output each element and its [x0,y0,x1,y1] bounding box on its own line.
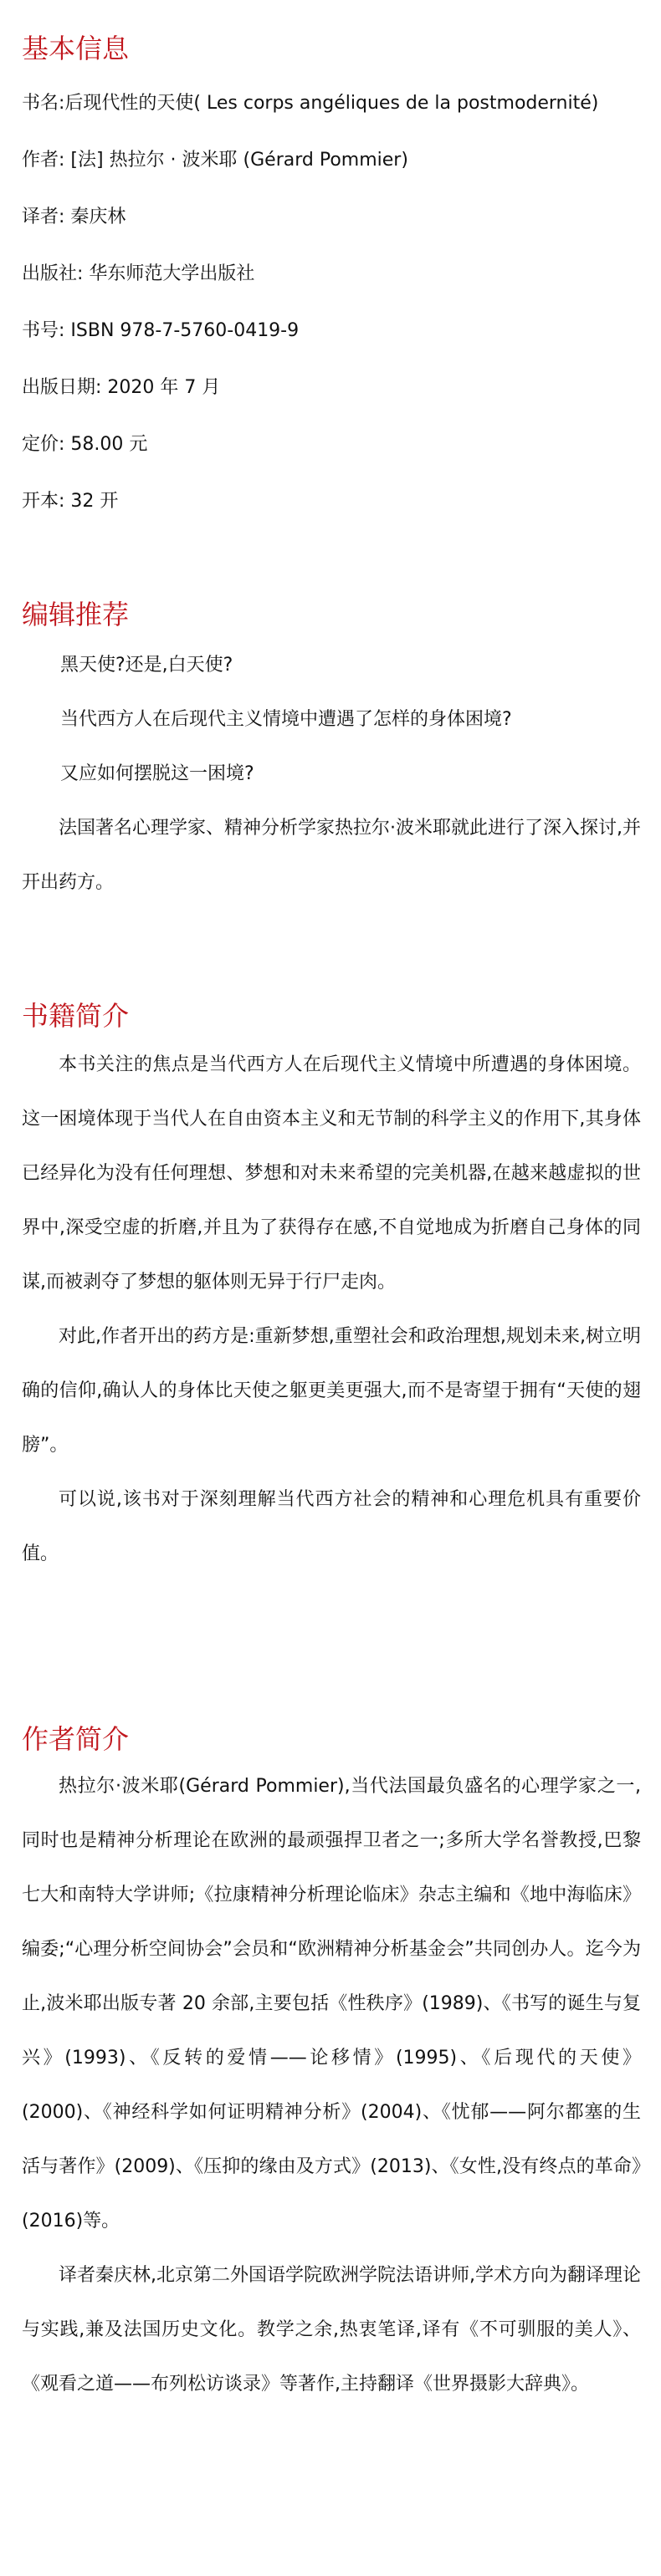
basic-info-section [22,32,641,530]
book-intro-section [22,999,641,1581]
info-row-publisher: 出版社: 华东师范大学出版社 [22,263,255,284]
info-row-date: 出版日期: 2020 年 7 月 [22,377,221,398]
intro-paragraph-1: 本书关注的焦点是当代西方人在后现代主义情境中所遭遇的身体困境。这一困境体现于当代人在自由资本主义和无节制的科学主义的作用下,其身体已经异化为没有任何理想、梦想和对未来希望的完美机器,在越来越虚拟的世界中,深受空虚的折磨,并且为了获得存在感,不自觉地成为折磨自己身体的同谋,而被剥夺了梦想的躯体则无异于行尸走肉。 [22,1054,641,1293]
editor-paragraph: 法国著名心理学家、精神分析学家热拉尔·波米耶就此进行了深入探讨,并开出药方。 [22,818,641,893]
info-row-price: 定价: 58.00 元 [22,434,148,455]
author-paragraph-1: 热拉尔·波米耶(Gérard Pommier),当代法国最负盛名的心理学家之一,同时也是精神分析理论在欧洲的最顽强捍卫者之一;多所大学名誉教授,巴黎七大和南特大学讲师;《拉康精神分析理论临床》杂志主编和《地中海临床》编委;“心理分析空间协会”会员和“欧洲精神分析基金会”共同创办人。迄今为止,波米耶出版专著 20 余部,主要包括《性秩序》(1989)、《书写的诞生与复兴》(1993)、《反转的爱情——论移情》(1995)、《后现代的天使》(2000)、《神经科学如何证明精神分析》(2004)、《忧郁——阿尔都塞的生活与著作》(2009)、《压抑的缘由及方式》(2013)、《女性,没有终点的革命》(2016)等。 [22,1776,641,2232]
info-row-title: 书名:后现代性的天使( Les corps angéliques de la postmodernité) [22,93,599,114]
info-row-author: 作者: [法] 热拉尔 · 波米耶 (Gérard Pommier) [22,150,408,171]
section-title-book-intro: 书籍简介 [22,1000,130,1032]
author-intro-section [22,1722,641,2411]
info-row-format: 开本: 32 开 [22,491,119,512]
section-title-author-intro: 作者简介 [22,1723,130,1755]
editor-question-2: 当代西方人在后现代主义情境中遭遇了怎样的身体困境? [60,709,512,730]
section-title-editor-recommendation: 编辑推荐 [22,599,130,630]
editor-question-1: 黑天使?还是,白天使? [60,655,233,676]
info-row-translator: 译者: 秦庆林 [22,207,126,227]
section-title-basic-info: 基本信息 [22,33,130,64]
info-row-isbn: 书号: ISBN 978-7-5760-0419-9 [22,320,300,341]
intro-paragraph-2: 对此,作者开出的药方是:重新梦想,重塑社会和政治理想,规划未来,树立明确的信仰,确认人的身体比天使之躯更美更强大,而不是寄望于拥有“天使的翅膀”。 [22,1326,641,1456]
intro-paragraph-3: 可以说,该书对于深刻理解当代西方社会的精神和心理危机具有重要价值。 [22,1489,641,1564]
translator-paragraph: 译者秦庆林,北京第二外国语学院欧洲学院法语讲师,学术方向为翻译理论与实践,兼及法国历史文化。教学之余,热衷笔译,译有《不可驯服的美人》、《观看之道——布列松访谈录》等著作,主持翻译《世界摄影大辞典》。 [22,2265,641,2395]
editor-question-3: 又应如何摆脱这一困境? [60,763,254,784]
editor-recommendation-section [22,598,641,910]
